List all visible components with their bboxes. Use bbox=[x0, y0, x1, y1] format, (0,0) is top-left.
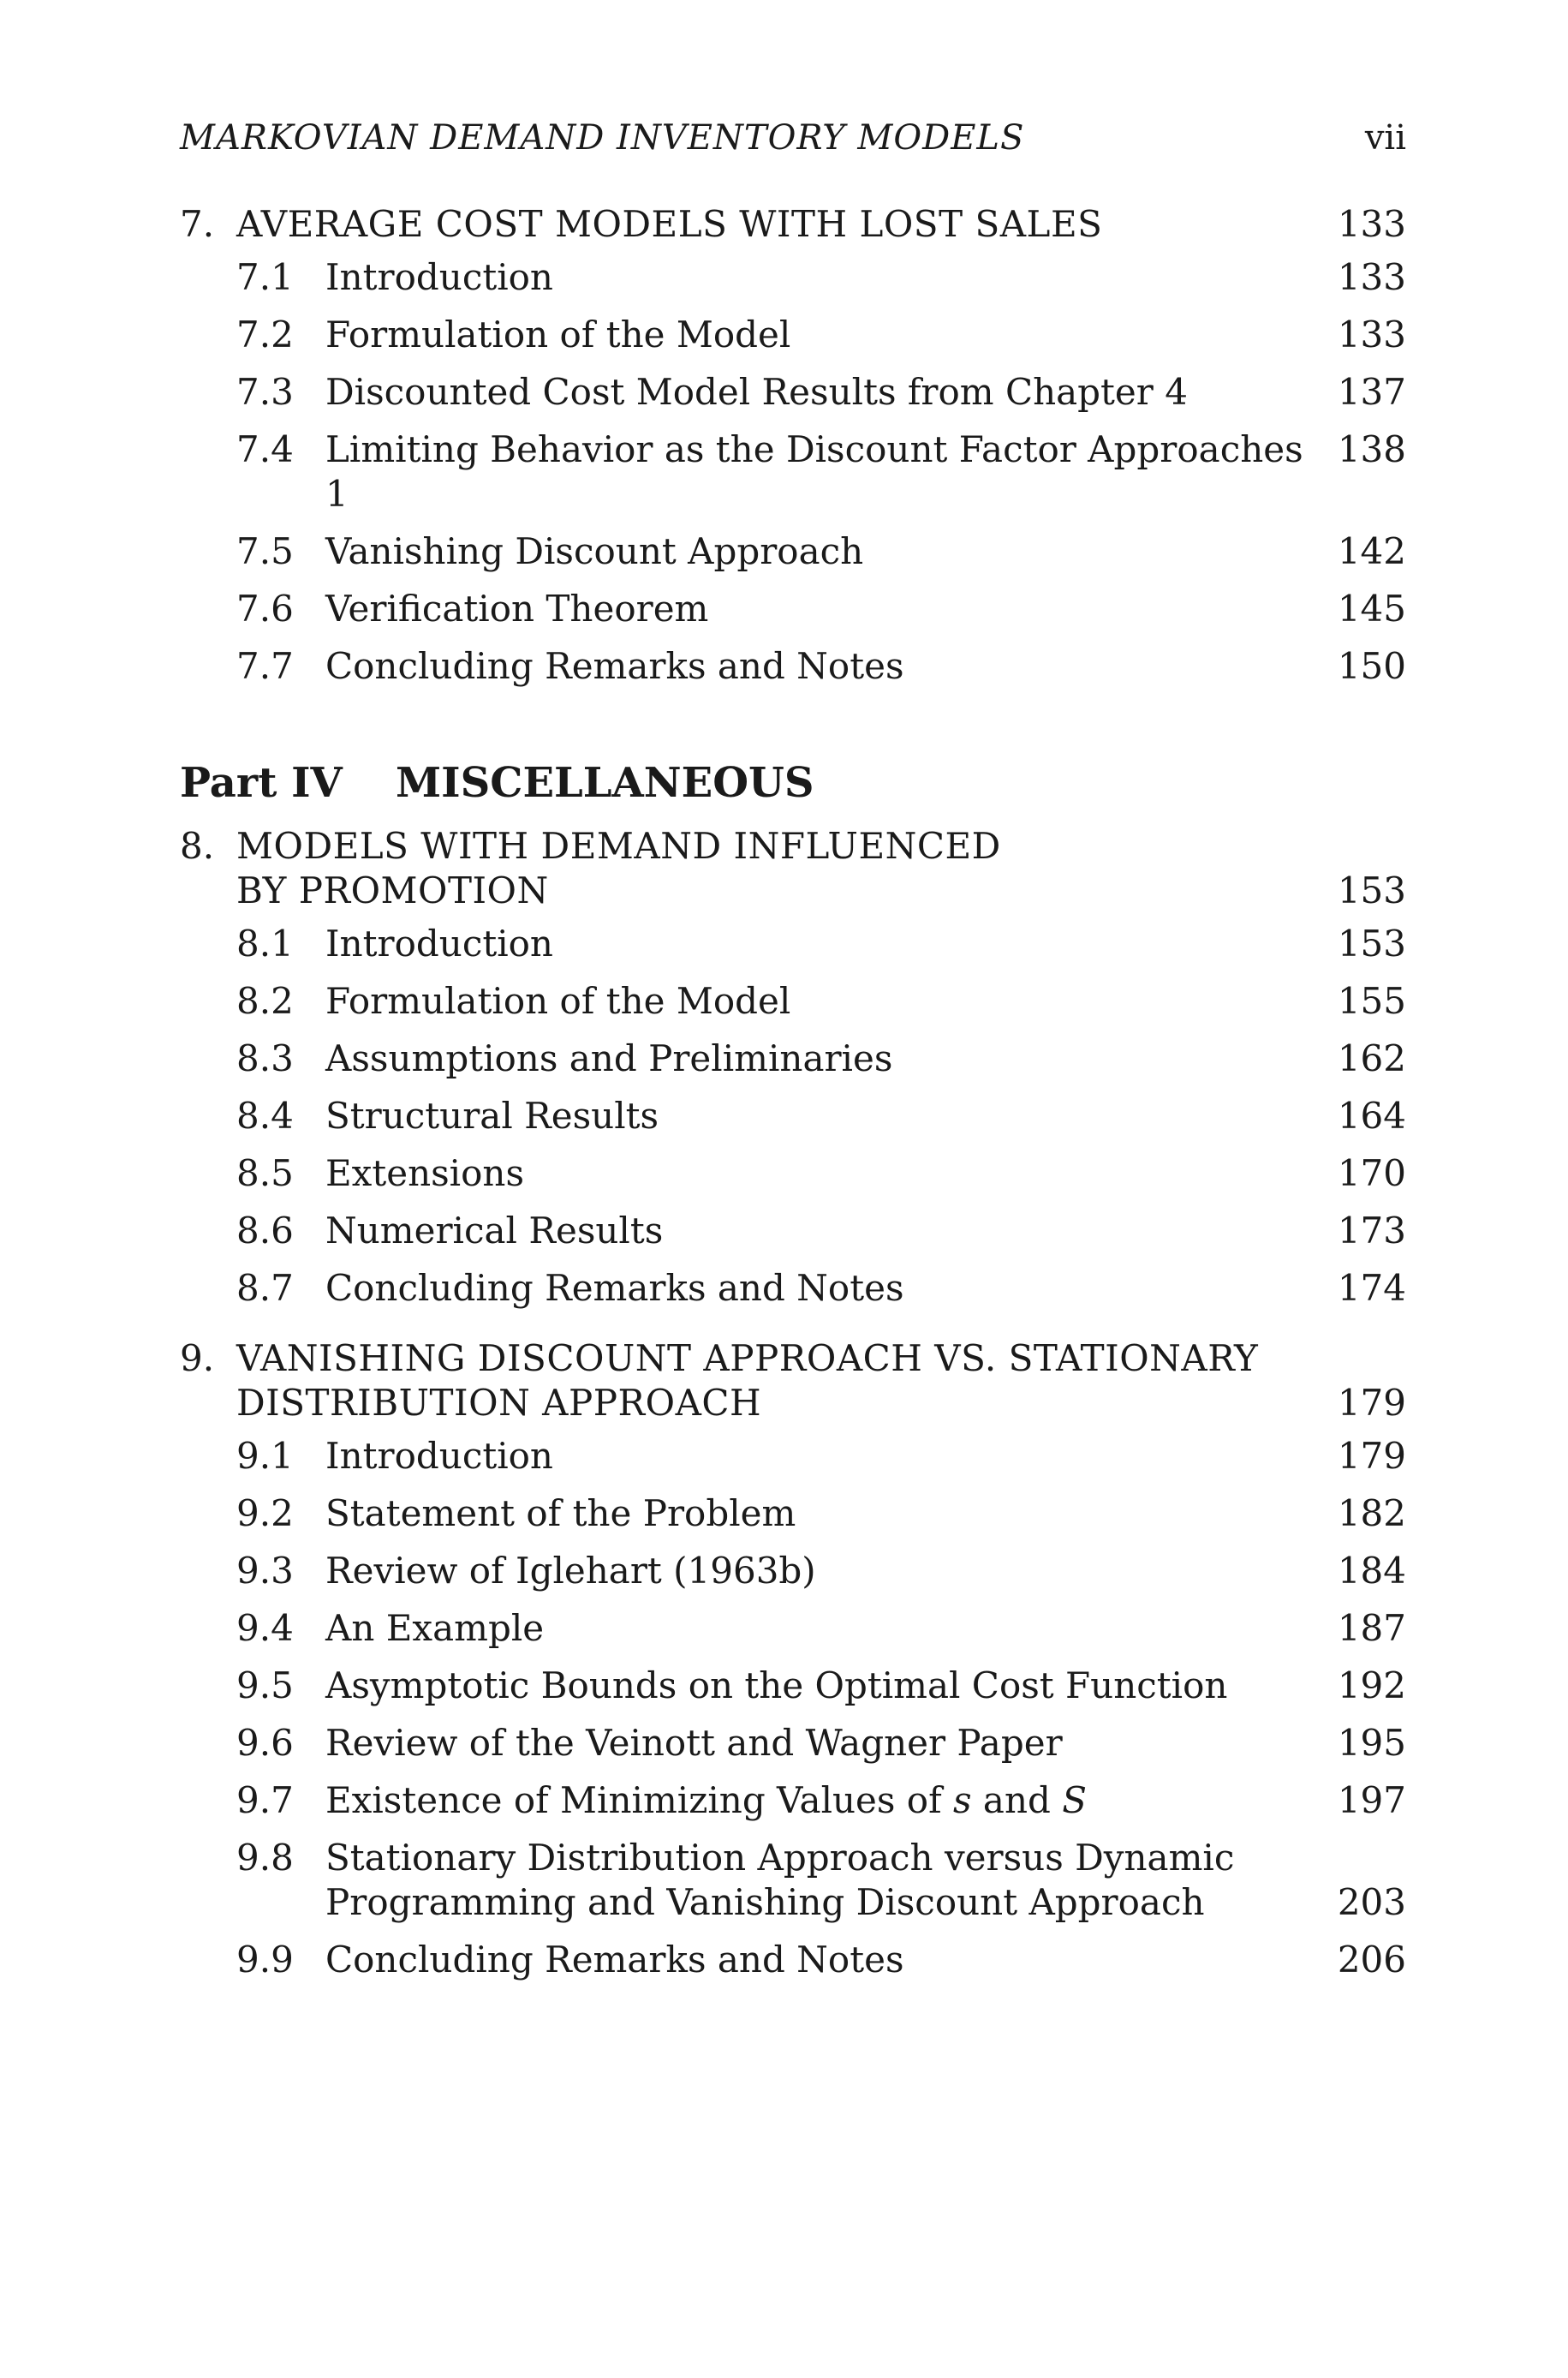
section-page: 145 bbox=[1337, 588, 1406, 630]
section-title: Discounted Cost Model Results from Chapter 4 bbox=[325, 371, 1188, 413]
section-page: 195 bbox=[1337, 1722, 1406, 1764]
section-page: 142 bbox=[1337, 530, 1406, 572]
chapter-title-line: BY PROMOTION bbox=[236, 869, 549, 911]
toc-section-7-7[interactable] bbox=[180, 644, 1406, 689]
chapter-number: 9. bbox=[180, 1337, 215, 1379]
part-label: Part IV bbox=[180, 759, 343, 807]
table-of-contents bbox=[180, 197, 1406, 1982]
section-title: Vanishing Discount Approach bbox=[325, 530, 864, 572]
section-number: 7.7 bbox=[236, 645, 294, 687]
toc-section-9-7[interactable] bbox=[180, 1778, 1406, 1823]
toc-section-9-3[interactable] bbox=[180, 1549, 1406, 1593]
section-number: 9.1 bbox=[236, 1435, 294, 1477]
chapter-number: 8. bbox=[180, 825, 215, 867]
section-title: Numerical Results bbox=[325, 1210, 664, 1252]
section-number: 9.5 bbox=[236, 1664, 294, 1706]
chapter-title-line: MODELS WITH DEMAND INFLUENCED bbox=[236, 825, 1001, 867]
page-number: vii bbox=[1364, 118, 1406, 158]
section-number: 8.6 bbox=[236, 1210, 294, 1252]
toc-section-7-5[interactable] bbox=[180, 529, 1406, 574]
toc-chapter-8[interactable] bbox=[180, 824, 1406, 913]
toc-section-9-8[interactable] bbox=[180, 1836, 1406, 1925]
toc-section-9-5[interactable] bbox=[180, 1664, 1406, 1708]
toc-chapter-9[interactable] bbox=[180, 1336, 1406, 1425]
chapter-title bbox=[236, 1336, 1321, 1425]
section-page: 206 bbox=[1337, 1939, 1406, 1981]
section-number: 9.3 bbox=[236, 1550, 294, 1592]
section-title: Introduction bbox=[325, 1435, 553, 1477]
section-page: 187 bbox=[1337, 1607, 1406, 1649]
section-title: Statement of the Problem bbox=[325, 1492, 796, 1534]
section-title: Concluding Remarks and Notes bbox=[325, 1267, 904, 1309]
section-title: Concluding Remarks and Notes bbox=[325, 1939, 904, 1981]
section-number: 7.5 bbox=[236, 530, 294, 572]
chapter-title-line: DISTRIBUTION APPROACH bbox=[236, 1382, 762, 1424]
toc-section-8-4[interactable] bbox=[180, 1094, 1406, 1138]
section-title: An Example bbox=[325, 1607, 545, 1649]
chapter-page: 153 bbox=[1337, 869, 1406, 911]
section-page: 197 bbox=[1337, 1779, 1406, 1821]
section-number: 9.4 bbox=[236, 1607, 294, 1649]
section-title bbox=[325, 1836, 1321, 1925]
toc-section-8-3[interactable] bbox=[180, 1037, 1406, 1081]
section-title-text: and bbox=[971, 1779, 1063, 1821]
section-title: Formulation of the Model bbox=[325, 314, 791, 356]
section-page: 138 bbox=[1337, 428, 1406, 470]
section-number: 8.7 bbox=[236, 1267, 294, 1309]
section-title: Assumptions and Preliminaries bbox=[325, 1037, 893, 1079]
section-title: Review of the Veinott and Wagner Paper bbox=[325, 1722, 1063, 1764]
toc-section-7-2[interactable] bbox=[180, 313, 1406, 357]
section-page: 179 bbox=[1337, 1435, 1406, 1477]
section-title: Extensions bbox=[325, 1152, 525, 1194]
section-page: 155 bbox=[1337, 980, 1406, 1022]
section-title-line: Stationary Distribution Approach versus Dynamic bbox=[325, 1837, 1235, 1879]
section-title: Verification Theorem bbox=[325, 588, 709, 630]
part-title: MISCELLANEOUS bbox=[396, 759, 814, 807]
toc-section-8-6[interactable] bbox=[180, 1209, 1406, 1253]
math-variable-S: S bbox=[1062, 1779, 1088, 1821]
chapter-title: AVERAGE COST MODELS WITH LOST SALES bbox=[236, 203, 1103, 245]
section-page: 182 bbox=[1337, 1492, 1406, 1534]
chapter-number: 7. bbox=[180, 203, 215, 245]
part-heading[interactable] bbox=[180, 757, 1406, 809]
section-page: 203 bbox=[1337, 1881, 1406, 1923]
section-page: 150 bbox=[1337, 645, 1406, 687]
section-title-line: Programming and Vanishing Discount Approach bbox=[325, 1881, 1205, 1923]
section-number: 7.4 bbox=[236, 428, 294, 470]
section-number: 8.3 bbox=[236, 1037, 294, 1079]
section-number: 7.6 bbox=[236, 588, 294, 630]
section-number: 8.5 bbox=[236, 1152, 294, 1194]
running-title: MARKOVIAN DEMAND INVENTORY MODELS bbox=[180, 118, 1025, 158]
toc-section-7-3[interactable] bbox=[180, 370, 1406, 415]
toc-section-8-5[interactable] bbox=[180, 1151, 1406, 1196]
toc-section-7-4[interactable] bbox=[180, 427, 1406, 517]
toc-section-8-7[interactable] bbox=[180, 1266, 1406, 1311]
section-page: 153 bbox=[1337, 923, 1406, 965]
section-page: 137 bbox=[1337, 371, 1406, 413]
section-number: 9.6 bbox=[236, 1722, 294, 1764]
section-page: 133 bbox=[1337, 256, 1406, 298]
toc-section-7-1[interactable] bbox=[180, 255, 1406, 300]
toc-section-9-1[interactable] bbox=[180, 1434, 1406, 1479]
section-title bbox=[325, 1778, 1321, 1823]
chapter-page: 179 bbox=[1337, 1382, 1406, 1424]
section-page: 174 bbox=[1337, 1267, 1406, 1309]
section-page: 173 bbox=[1337, 1210, 1406, 1252]
section-page: 170 bbox=[1337, 1152, 1406, 1194]
section-page: 192 bbox=[1337, 1664, 1406, 1706]
running-header bbox=[180, 118, 1406, 166]
toc-section-9-6[interactable] bbox=[180, 1721, 1406, 1766]
toc-section-8-2[interactable] bbox=[180, 979, 1406, 1024]
section-title: Review of Iglehart (1963b) bbox=[325, 1550, 816, 1592]
section-page: 184 bbox=[1337, 1550, 1406, 1592]
section-title: Limiting Behavior as the Discount Factor Approaches 1 bbox=[325, 428, 1303, 515]
math-variable-s: s bbox=[953, 1779, 972, 1821]
section-title-text: Existence of Minimizing Values of bbox=[325, 1779, 953, 1821]
section-page: 162 bbox=[1337, 1037, 1406, 1079]
section-number: 9.8 bbox=[236, 1837, 294, 1879]
section-number: 9.9 bbox=[236, 1939, 294, 1981]
chapter-title-line: VANISHING DISCOUNT APPROACH VS. STATIONARY bbox=[236, 1337, 1259, 1379]
section-number: 9.7 bbox=[236, 1779, 294, 1821]
chapter-page: 133 bbox=[1337, 203, 1406, 245]
toc-section-9-4[interactable] bbox=[180, 1606, 1406, 1651]
section-title: Introduction bbox=[325, 923, 553, 965]
section-number: 8.4 bbox=[236, 1095, 294, 1137]
section-page: 133 bbox=[1337, 314, 1406, 356]
section-title: Asymptotic Bounds on the Optimal Cost Function bbox=[325, 1664, 1228, 1706]
section-title: Introduction bbox=[325, 256, 553, 298]
section-title: Structural Results bbox=[325, 1095, 659, 1137]
chapter-title bbox=[236, 824, 1321, 913]
section-number: 9.2 bbox=[236, 1492, 294, 1534]
toc-section-9-9[interactable] bbox=[180, 1938, 1406, 1982]
toc-section-7-6[interactable] bbox=[180, 587, 1406, 631]
toc-section-8-1[interactable] bbox=[180, 922, 1406, 966]
toc-section-9-2[interactable] bbox=[180, 1491, 1406, 1536]
toc-chapter-7[interactable] bbox=[180, 202, 1406, 247]
section-number: 7.2 bbox=[236, 314, 294, 356]
section-title: Concluding Remarks and Notes bbox=[325, 645, 904, 687]
section-title: Formulation of the Model bbox=[325, 980, 791, 1022]
section-number: 7.1 bbox=[236, 256, 294, 298]
section-page: 164 bbox=[1337, 1095, 1406, 1137]
section-number: 7.3 bbox=[236, 371, 294, 413]
section-number: 8.1 bbox=[236, 923, 294, 965]
section-number: 8.2 bbox=[236, 980, 294, 1022]
